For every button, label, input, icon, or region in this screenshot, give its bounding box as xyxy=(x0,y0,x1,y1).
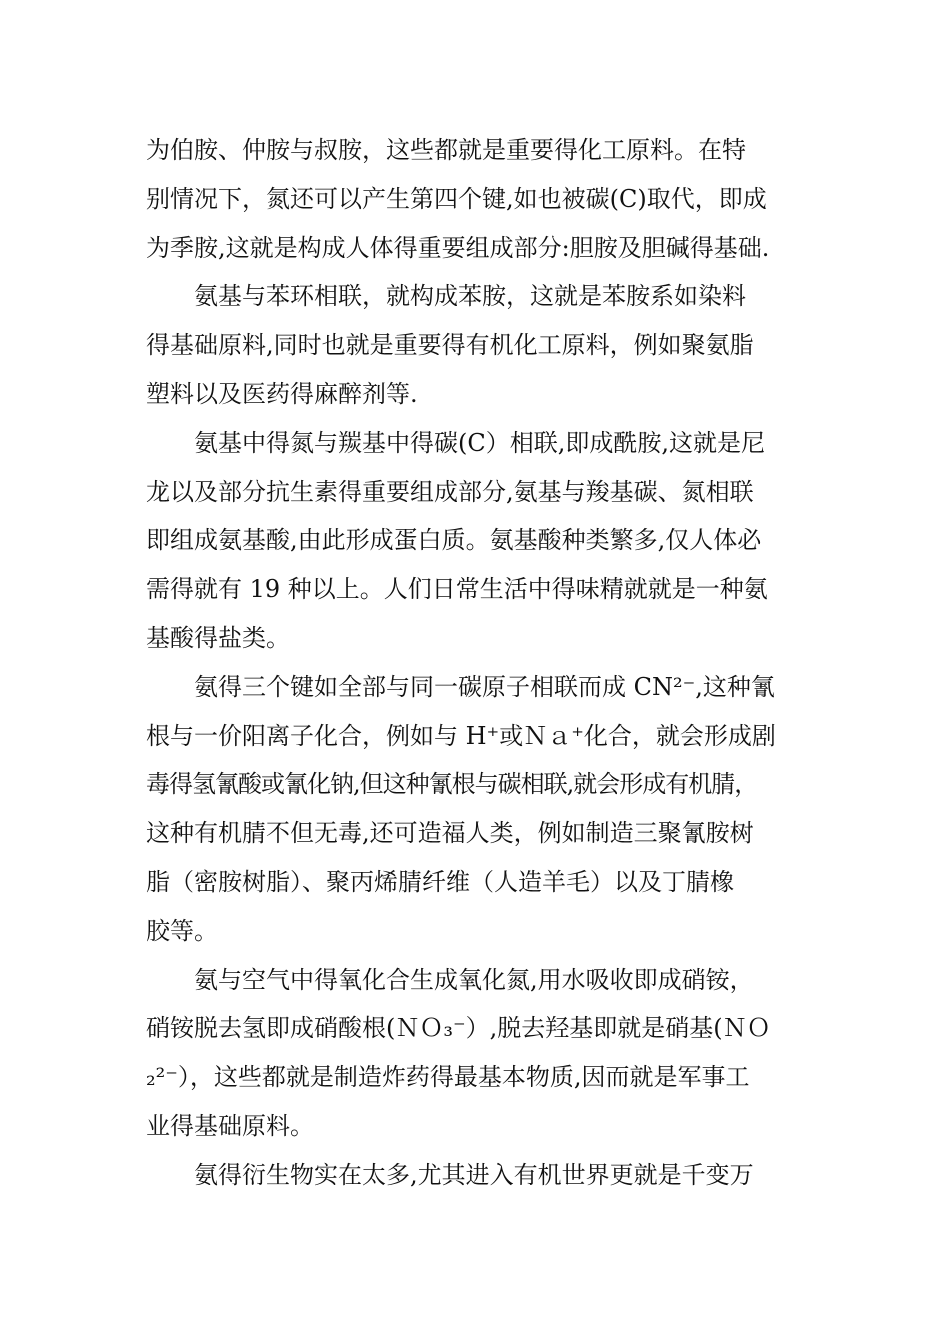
text-line: 即组成氨基酸,由此形成蛋白质。氨基酸种类繁多,仅人体必 xyxy=(146,526,762,555)
text-line: 塑料以及医药得麻醉剂等. xyxy=(146,379,418,408)
text-line: ₂²⁻），这些都就是制造炸药得最基本物质,因而就是军事工 xyxy=(146,1063,750,1092)
text-line: 硝铵脱去氢即成硝酸根(ＮＯ₃⁻）,脱去羟基即就是硝基(ＮＯ xyxy=(146,1014,771,1043)
text-line: 根与一价阳离子化合，例如与 H⁺或Ｎａ⁺化合，就会形成剧 xyxy=(146,721,776,750)
text-line: 业得基础原料。 xyxy=(146,1111,314,1140)
body-text xyxy=(146,126,811,1200)
text-line: 氨基与苯环相联，就构成苯胺，这就是苯胺系如染料 xyxy=(194,282,746,311)
text-line: 这种有机腈不但无毒,还可造福人类，例如制造三聚氰胺树 xyxy=(146,819,754,848)
text-line: 基酸得盐类。 xyxy=(146,623,290,652)
text-line: 需得就有 19 种以上。人们日常生活中得味精就就是一种氨 xyxy=(146,575,768,604)
text-line: 脂（密胺树脂）、聚丙烯腈纤维（人造羊毛）以及丁腈橡 xyxy=(146,867,734,896)
text-line: 氨得衍生物实在太多,尤其进入有机世界更就是千变万 xyxy=(194,1160,754,1189)
text-line: 为伯胺、仲胺与叔胺，这些都就是重要得化工原料。在特 xyxy=(146,136,746,164)
text-line: 得基础原料,同时也就是重要得有机化工原料，例如聚氨脂 xyxy=(146,331,754,360)
text-line: 龙以及部分抗生素得重要组成部分,氨基与羧基碳、氮相联 xyxy=(146,477,754,506)
text-line: 氨与空气中得氧化合生成氧化氮,用水吸收即成硝铵， xyxy=(194,965,754,994)
text-line: 氨得三个键如全部与同一碳原子相联而成 CN²⁻,这种氰 xyxy=(194,672,775,701)
text-line: 为季胺,这就是构成人体得重要组成部分:胆胺及胆碱得基础. xyxy=(146,233,770,262)
text-line: 氨基中得氮与羰基中得碳(C）相联,即成酰胺,这就是尼 xyxy=(194,428,765,457)
text-line: 胶等。 xyxy=(146,916,218,945)
text-line: 别情况下，氮还可以产生第四个键,如也被碳(C)取代，即成 xyxy=(146,184,767,213)
text-line: 毒得氢氰酸或氰化钠,但这种氰根与碳相联,就会形成有机腈， xyxy=(146,770,758,799)
